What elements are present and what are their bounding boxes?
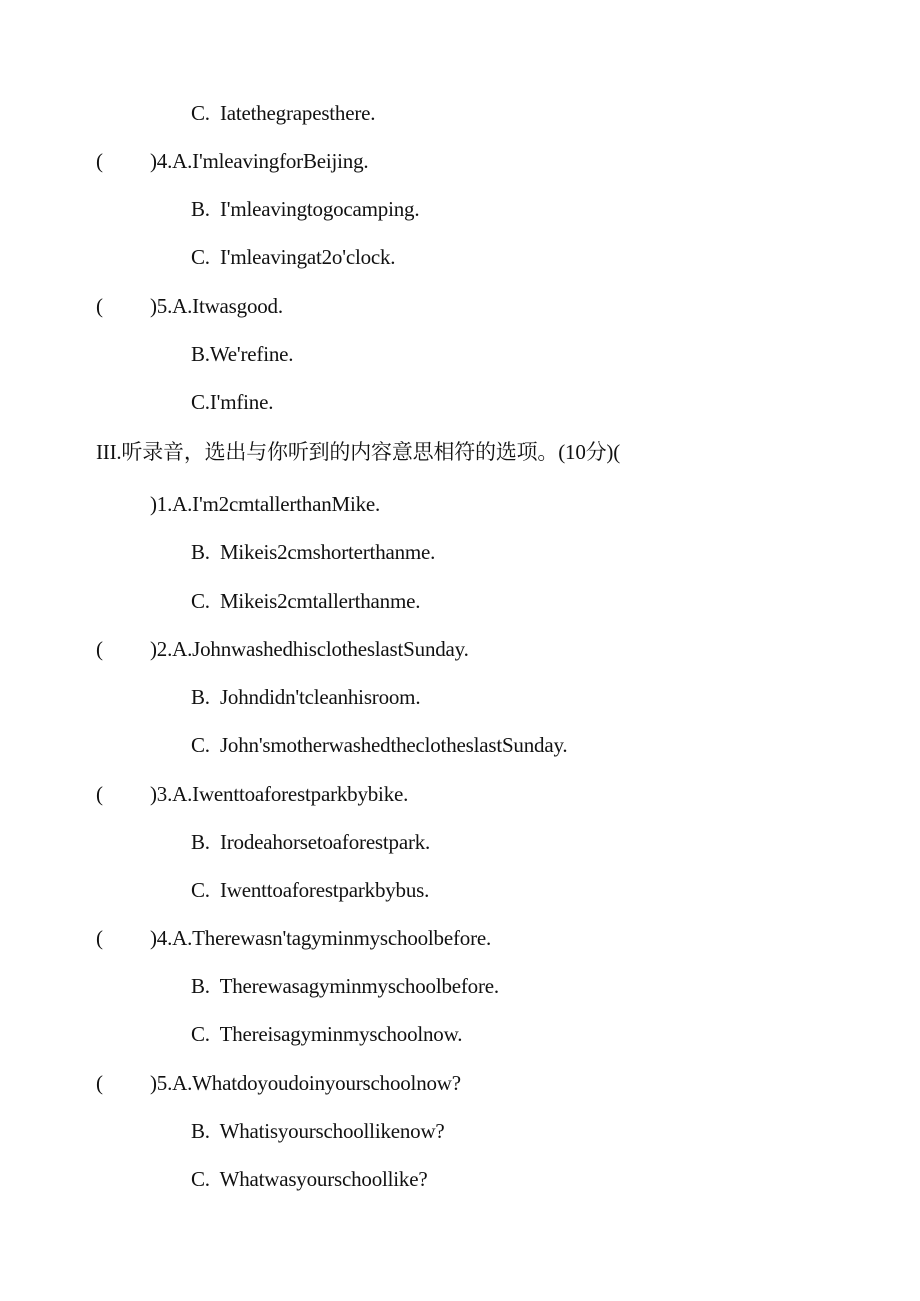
p3-q4-option-c: C. Thereisagyminmyschoolnow. (191, 1022, 463, 1046)
p3-q2-option-c: C. John'smotherwashedtheclotheslastSunday. (191, 733, 568, 757)
p3-q1-option-c: C. Mikeis2cmtallerthanme. (191, 589, 421, 613)
answer-blank-left: ( (96, 782, 103, 806)
q4-option-a: )4.A.I'mleavingforBeijing. (150, 149, 369, 173)
section-heading: III.听录音，选出与你听到的内容意思相符的选项。(10分)( (96, 440, 621, 464)
p3-q4-option-a: )4.A.Therewasn'tagyminmyschoolbefore. (150, 926, 492, 950)
p3-q3-option-a: )3.A.Iwenttoaforestparkbybike. (150, 782, 409, 806)
p3-q3-option-b: B. Irodeahorsetoaforestpark. (191, 830, 431, 854)
answer-blank-left: ( (96, 1071, 103, 1095)
q3-option-c: C. Iatethegrapesthere. (191, 101, 376, 125)
p3-q5-option-b: B. Whatisyourschoollikenow? (191, 1119, 445, 1143)
answer-blank-left: ( (96, 294, 103, 318)
p3-q2-option-b: B. Johndidn'tcleanhisroom. (191, 685, 421, 709)
answer-blank-left: ( (96, 149, 103, 173)
p3-q1-option-b: B. Mikeis2cmshorterthanme. (191, 540, 436, 564)
q5-option-a: )5.A.Itwasgood. (150, 294, 283, 318)
q4-option-c: C. I'mleavingat2o'clock. (191, 245, 396, 269)
p3-q5-option-a: )5.A.Whatdoyoudoinyourschoolnow? (150, 1071, 461, 1095)
answer-blank-left: ( (96, 637, 103, 661)
answer-blank-left: ( (96, 926, 103, 950)
p3-q1-option-a: )1.A.I'm2cmtallerthanMike. (150, 492, 381, 516)
q5-option-c: C.I'mfine. (191, 390, 274, 414)
p3-q4-option-b: B. Therewasagyminmyschoolbefore. (191, 974, 499, 998)
q5-option-b: B.We'refine. (191, 342, 294, 366)
q4-option-b: B. I'mleavingtogocamping. (191, 197, 420, 221)
p3-q2-option-a: )2.A.JohnwashedhisclotheslastSunday. (150, 637, 469, 661)
p3-q5-option-c: C. Whatwasyourschoollike? (191, 1167, 428, 1191)
p3-q3-option-c: C. Iwenttoaforestparkbybus. (191, 878, 430, 902)
